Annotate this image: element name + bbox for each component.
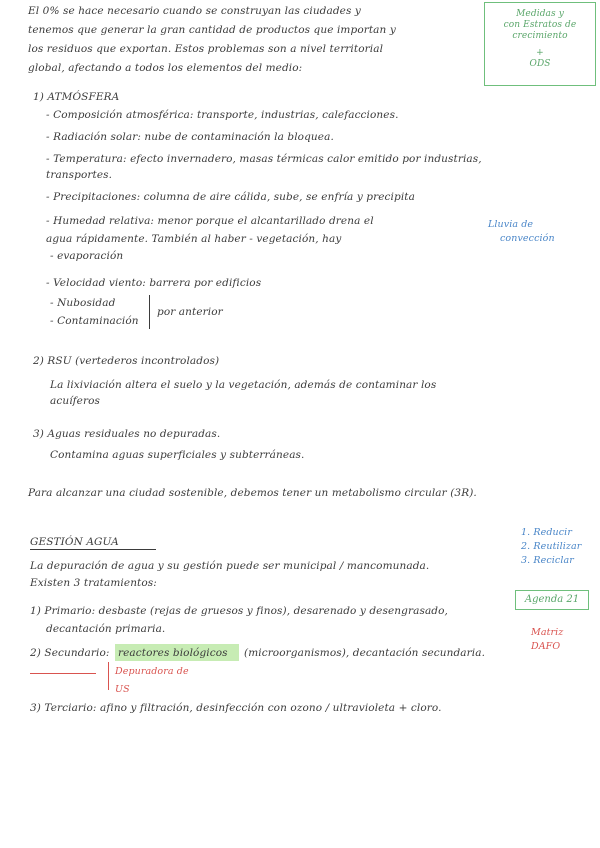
treatment-2-red-note-2: US [115,684,130,695]
intro-line-3: los residuos que exportan. Estos problemas son a nivel territorial [28,43,384,55]
intro-line-2: tenemos que generar la gran cantidad de productos que importan y [28,24,396,36]
side-box-line-5: ODS [529,59,551,69]
atmosfera-item-2: - Radiación solar: nube de contaminación la bloquea. [46,131,334,143]
atmosfera-item-6: - Humedad relativa: menor porque el alcantarillado drena el [46,215,374,227]
convection-note-1: Lluvia de [488,219,534,230]
atmosfera-item-4: transportes. [46,169,113,181]
treatment-1-line-1: 1) Primario: desbaste (rejas de gruesos y finos), desarenado y desengrasado, [30,605,448,617]
section2-heading: 2) RSU (vertederos incontrolados) [33,355,220,367]
agua-title-underline [30,549,156,550]
intro-line-1: El 0% se hace necesario cuando se construyan las ciudades y [28,5,361,17]
section2-line-1: La lixiviación altera el suelo y la vegetación, además de contaminar los [50,379,437,391]
atmosfera-item-1: - Composición atmosférica: transporte, industrias, calefacciones. [46,109,399,121]
side-box-line-1: Medidas y [516,9,564,19]
agenda-box [515,590,589,610]
atmosfera-item-5: - Precipitaciones: columna de aire cálida, sube, se enfría y precipita [46,191,415,203]
dafo-line-2: DAFO [531,641,561,652]
atmosfera-item-10: - Nubosidad [50,297,116,309]
atmosfera-item-8: - evaporación [50,250,124,262]
red-underline [30,673,96,674]
bracket-mark [149,295,155,329]
three-r-item-2: 2. Reutilizar [521,541,582,552]
atmosfera-item-7: agua rápidamente. También al haber - vegetación, hay [46,233,342,245]
section3-heading: 3) Aguas residuales no depuradas. [33,428,221,440]
atmosfera-item-3: - Temperatura: efecto invernadero, masas térmicas calor emitido por industrias, [46,153,482,165]
metabolism-line: Para alcanzar una ciudad sostenible, debemos tener un metabolismo circular (3R). [28,487,477,499]
agenda-label: Agenda 21 [524,594,580,605]
agua-title: GESTIÓN AGUA [30,536,119,548]
side-box-line-2: con Estratos de [503,20,577,30]
treatment-2-prefix: 2) Secundario: [30,647,110,659]
treatment-2-red-note-1: Depuradora de [115,666,189,677]
agua-line-2: Existen 3 tratamientos: [30,577,157,589]
convection-note-2: convección [500,233,555,244]
treatment-1-line-2: decantación primaria. [46,623,166,635]
section3-line-1: Contamina aguas superficiales y subterráneas. [50,449,305,461]
treatment-3-line: 3) Terciario: afino y filtración, desinfección con ozono / ultravioleta + cloro. [30,702,442,714]
dafo-line-1: Matriz [531,627,564,638]
three-r-item-1: 1. Reducir [521,527,572,538]
three-r-item-3: 3. Reciclar [521,555,574,566]
atmosfera-item-9: - Velocidad viento: barrera por edificios [46,277,262,289]
atmosfera-heading: 1) ATMÓSFERA [33,91,120,103]
side-note-box [484,2,596,86]
side-box-line-3: crecimiento [512,31,568,41]
side-box-line-4: + [536,48,544,58]
bracket-note: por anterior [157,306,223,318]
red-arrow-line [108,662,109,690]
intro-line-4: global, afectando a todos los elementos del medio: [28,62,303,74]
treatment-2-suffix: (microorganismos), decantación secundaria. [244,647,486,659]
treatment-2-highlight: reactores biológicos [118,647,228,659]
atmosfera-item-11: - Contaminación [50,315,139,327]
agua-line-1: La depuración de agua y su gestión puede ser municipal / mancomunada. [30,560,430,572]
section2-line-2: acuíferos [50,395,100,407]
